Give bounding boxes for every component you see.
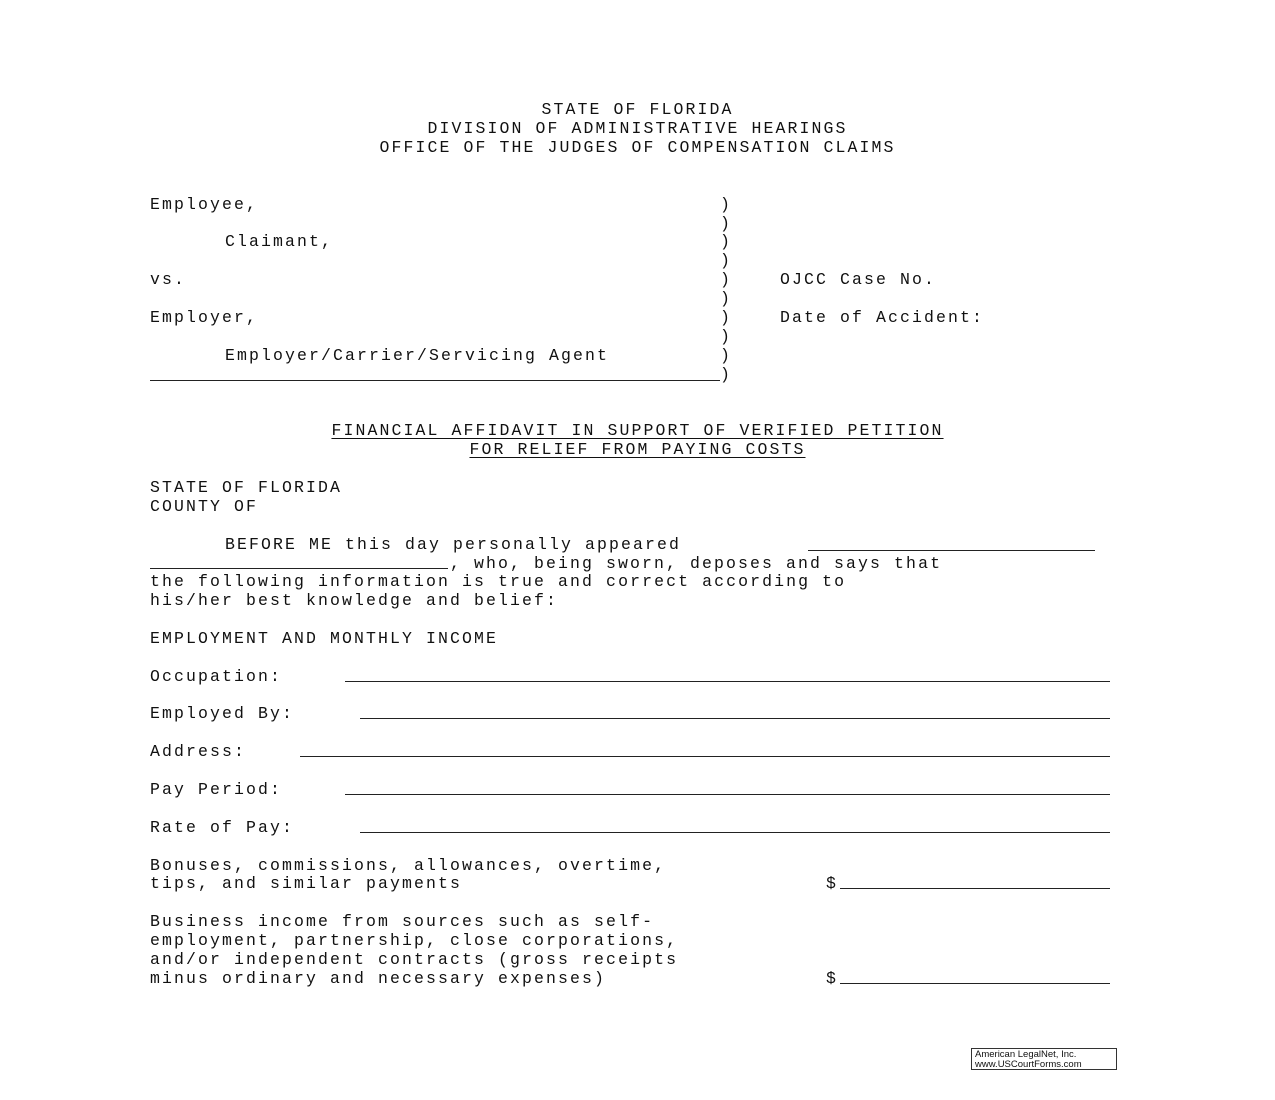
section-heading: EMPLOYMENT AND MONTHLY INCOME [150, 629, 499, 648]
caption-paren: ) [720, 289, 730, 308]
venue-state: STATE OF FLORIDA [150, 478, 343, 497]
caption-paren: ) [720, 232, 730, 251]
affiant-name-blank[interactable] [808, 550, 1095, 551]
caption-claimant: Claimant, [225, 232, 334, 251]
rate-of-pay-field[interactable] [360, 832, 1110, 833]
caption-paren: ) [720, 270, 730, 289]
caption-employee: Employee, [150, 195, 259, 214]
pay-period-field[interactable] [345, 794, 1110, 795]
oath-line2: , who, being sworn, deposes and says that [450, 554, 943, 573]
occupation-field[interactable] [345, 681, 1110, 682]
rate-of-pay-label: Rate of Pay: [150, 818, 295, 837]
dollar-sign: $ [826, 969, 839, 988]
caption-paren: ) [720, 346, 730, 365]
bonuses-label-line2: tips, and similar payments [150, 874, 463, 893]
caption-employer: Employer, [150, 308, 259, 327]
date-of-accident-label: Date of Accident: [780, 308, 985, 327]
address-label: Address: [150, 742, 247, 761]
pay-period-label: Pay Period: [150, 780, 283, 799]
publisher-stamp [971, 1048, 1117, 1070]
caption-paren: ) [720, 195, 730, 214]
caption-paren: ) [720, 308, 730, 327]
oath-line4: his/her best knowledge and belief: [150, 591, 559, 610]
business-label-line3: and/or independent contracts (gross receipts [150, 950, 679, 969]
affiant-name-blank-cont[interactable] [150, 568, 448, 569]
employed-by-field[interactable] [360, 718, 1110, 719]
occupation-label: Occupation: [150, 667, 283, 686]
employed-by-label: Employed By: [150, 704, 295, 723]
header-office: OFFICE OF THE JUDGES OF COMPENSATION CLAIMS [379, 138, 896, 157]
business-income-amount-field[interactable] [840, 983, 1110, 984]
document-title-line1: FINANCIAL AFFIDAVIT IN SUPPORT OF VERIFIED PETITION [331, 421, 944, 440]
venue-county: COUNTY OF [150, 497, 259, 516]
caption-vs: vs. [150, 270, 187, 289]
bonuses-label-line1: Bonuses, commissions, allowances, overtime, [150, 856, 667, 875]
caption-paren: ) [720, 214, 730, 233]
business-label-line4: minus ordinary and necessary expenses) [150, 969, 607, 988]
case-number-label: OJCC Case No. [780, 270, 937, 289]
oath-line3: the following information is true and correct according to [150, 572, 847, 591]
dollar-sign: $ [826, 874, 839, 893]
business-label-line2: employment, partnership, close corporations, [150, 931, 679, 950]
oath-line1: BEFORE ME this day personally appeared [225, 535, 682, 554]
publisher-url: www.USCourtForms.com [975, 1059, 1082, 1070]
caption-paren: ) [720, 327, 730, 346]
header-division: DIVISION OF ADMINISTRATIVE HEARINGS [427, 119, 848, 138]
document-title-line2: FOR RELIEF FROM PAYING COSTS [469, 440, 806, 459]
caption-paren: ) [720, 251, 730, 270]
address-field[interactable] [300, 756, 1110, 757]
publisher-name: American LegalNet, Inc. [975, 1049, 1077, 1060]
header-state: STATE OF FLORIDA [541, 100, 734, 119]
business-label-line1: Business income from sources such as self- [150, 912, 655, 931]
caption-bottom-rule [150, 380, 720, 381]
bonuses-amount-field[interactable] [840, 888, 1110, 889]
caption-paren: ) [720, 365, 730, 384]
caption-carrier: Employer/Carrier/Servicing Agent [225, 346, 610, 365]
